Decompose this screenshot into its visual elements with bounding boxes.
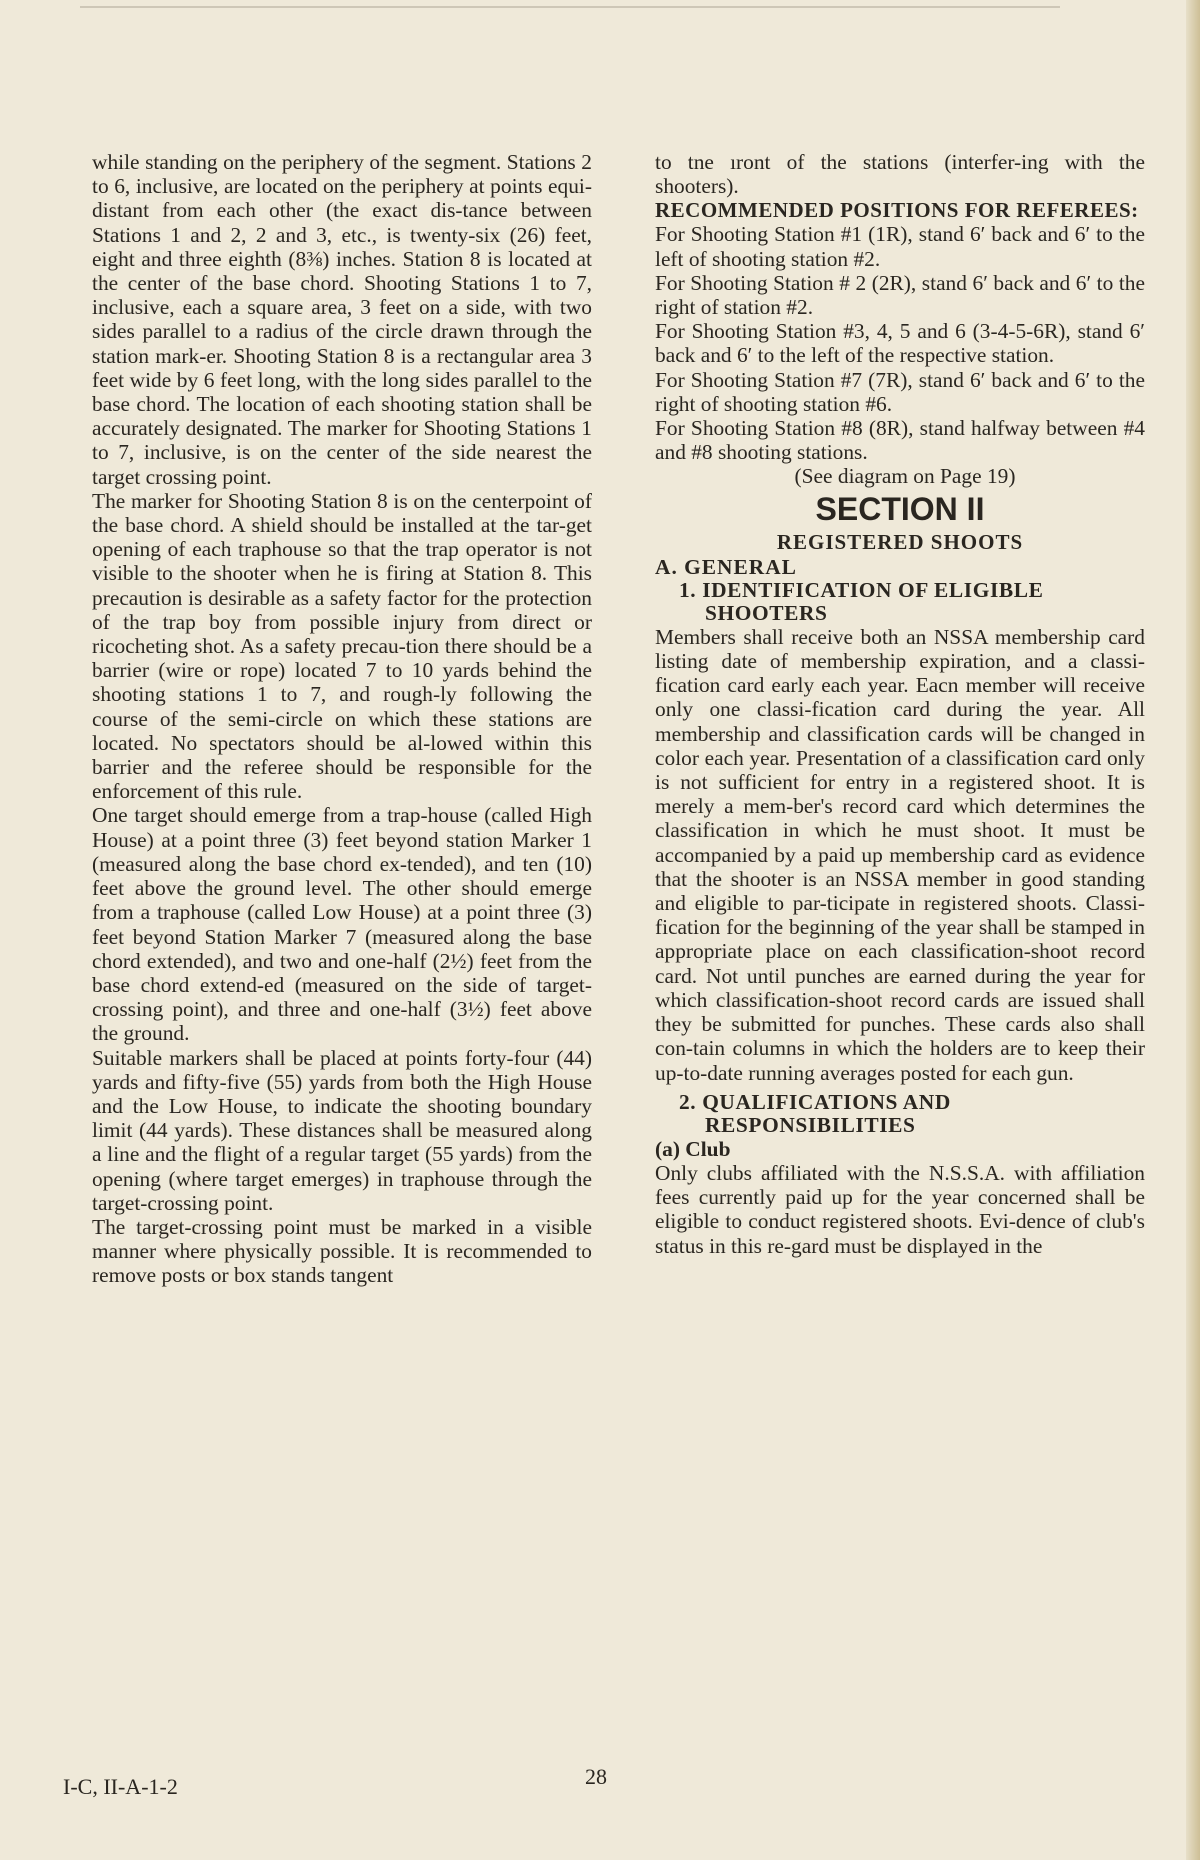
left-paragraph-4: Suitable markers shall be placed at points forty-four (44) yards and fifty-five (55) yards from both the High House and the Low House, to indicate the shooting boundary limit (44 yards). These distances shall be measured along a line and the flight of a regular target (55 yards) from the opening (where target emerges) in traphouse through the target-crossing point. <box>92 1045 592 1215</box>
diagram-reference: (See diagram on Page 19) <box>794 464 1016 489</box>
referee-position: For Shooting Station #7 (7R), stand 6′ back and 6′ to the right of shooting station #6. <box>655 367 1145 416</box>
left-column <box>92 150 592 1288</box>
referee-position: For Shooting Station #3, 4, 5 and 6 (3-4-5-6R), stand 6′ back and 6′ to the left of the respective station. <box>655 319 1145 368</box>
continuation-text: to tne ıront of the stations (interfer-ing with the shooters). <box>655 150 1145 199</box>
referee-positions-heading: RECOMMENDED POSITIONS FOR REFEREES: <box>655 198 1139 223</box>
footer-section-ref: I-C, II-A-1-2 <box>63 1774 178 1799</box>
referee-position: For Shooting Station #1 (1R), stand 6′ back and 6′ to the left of shooting station #2. <box>655 222 1145 271</box>
referee-position: For Shooting Station # 2 (2R), stand 6′ back and 6′ to the right of station #2. <box>655 270 1145 320</box>
referee-position: For Shooting Station #8 (8R), stand halfway between #4 and #8 shooting stations. <box>655 416 1145 465</box>
item-2-heading: 2. QUALIFICATIONS AND RESPONSIBILITIES <box>679 1089 951 1137</box>
section-title: SECTION II <box>815 490 985 527</box>
page-edge <box>1186 0 1200 1860</box>
top-rule <box>80 6 1060 8</box>
left-paragraph-2: The marker for Shooting Station 8 is on the centerpoint of the base chord. A shield should be installed at the tar-get opening of each traphouse so that the trap operator is not visible to the shooter when he is firing at Station 8. This precaution is desirable as a safety factor for the protection of the trap boy from possible injury from direct or ricocheting shot. As a safety precau-tion there should be a barrier (wire or rope) located 7 to 10 yards behind the shooting stations 1 to 7, and rough-ly following the course of the semi-circle on which these stations are located. No spectators should be al-lowed within this barrier and the referee should be responsible for the enforcement of this rule. <box>92 488 592 804</box>
sub-a-heading: (a) Club <box>655 1136 731 1161</box>
item-1-body: Members shall receive both an NSSA membership card listing date of membership expiration, and a classi-fication card early each year. Eacn member will receive only one classi-fication card during the year. All membership and classification cards will be changed in color each year. Presentation of a classification card only is not sufficient for entry in a registered shoot. It is merely a mem-ber's record card which determines the classification in which he must shoot. It must be accompanied by a paid up membership card as evidence that the shooter is an NSSA member in good standing and eligible to par-ticipate in registered shoots. Classi-fication for the beginning of the year shall be stamped in appropriate place on each classification-shoot record card. Not until punches are earned during the year for which classification-shoot record cards are issued shall they be submitted for punches. These cards also shall con-tain columns in which the holders are to keep their up-to-date running averages posted for each gun. <box>655 624 1145 1085</box>
sub-a-body: Only clubs affiliated with the N.S.S.A. with affiliation fees currently paid up for the year concerned shall be eligible to conduct registered shoots. Evi-dence of club's status in this re-gard must be displayed in the <box>655 1160 1145 1258</box>
right-column <box>655 150 1145 1258</box>
left-paragraph-3: One target should emerge from a trap-house (called High House) at a point three (3) feet beyond station Marker 1 (measured along the base chord ex-tended), and ten (10) feet above the ground level. The other should emerge from a traphouse (called Low House) at a point three (3) feet beyond Station Marker 7 (measured along the base chord extended), and two and one-half (2½) feet from the base chord extend-ed (measured on the side of target-crossing point), and three and one-half (3½) feet above the ground. <box>92 803 592 1046</box>
general-heading: A. GENERAL <box>655 554 797 579</box>
left-paragraph-1: while standing on the periphery of the segment. Stations 2 to 6, inclusive, are located on the periphery at points equi-distant from each other (the exact dis-tance between Stations 1 and 2, 2 and 3, etc., is twenty-six (26) feet, eight and three eighth (8⅜) inches. Station 8 is located at the center of the base chord. Shooting Stations 1 to 7, inclusive, each a square area, 3 feet on a side, with two sides parallel to a radius of the circle drawn through the station mark-er. Shooting Station 8 is a rectangular area 3 feet wide by 6 feet long, with the long sides parallel to the base chord. The location of each shooting station shall be accurately designated. The marker for Shooting Stations 1 to 7, inclusive, is on the center of the side nearest the target crossing point. <box>92 150 592 489</box>
left-paragraph-5: The target-crossing point must be marked in a visible manner where physically possible. It is recommended to remove posts or box stands tangent <box>92 1214 592 1288</box>
page-number: 28 <box>585 1764 607 1789</box>
section-subtitle: REGISTERED SHOOTS <box>776 529 1024 554</box>
item-1-heading: 1. IDENTIFICATION OF ELIGIBLE SHOOTERS <box>679 577 1044 625</box>
